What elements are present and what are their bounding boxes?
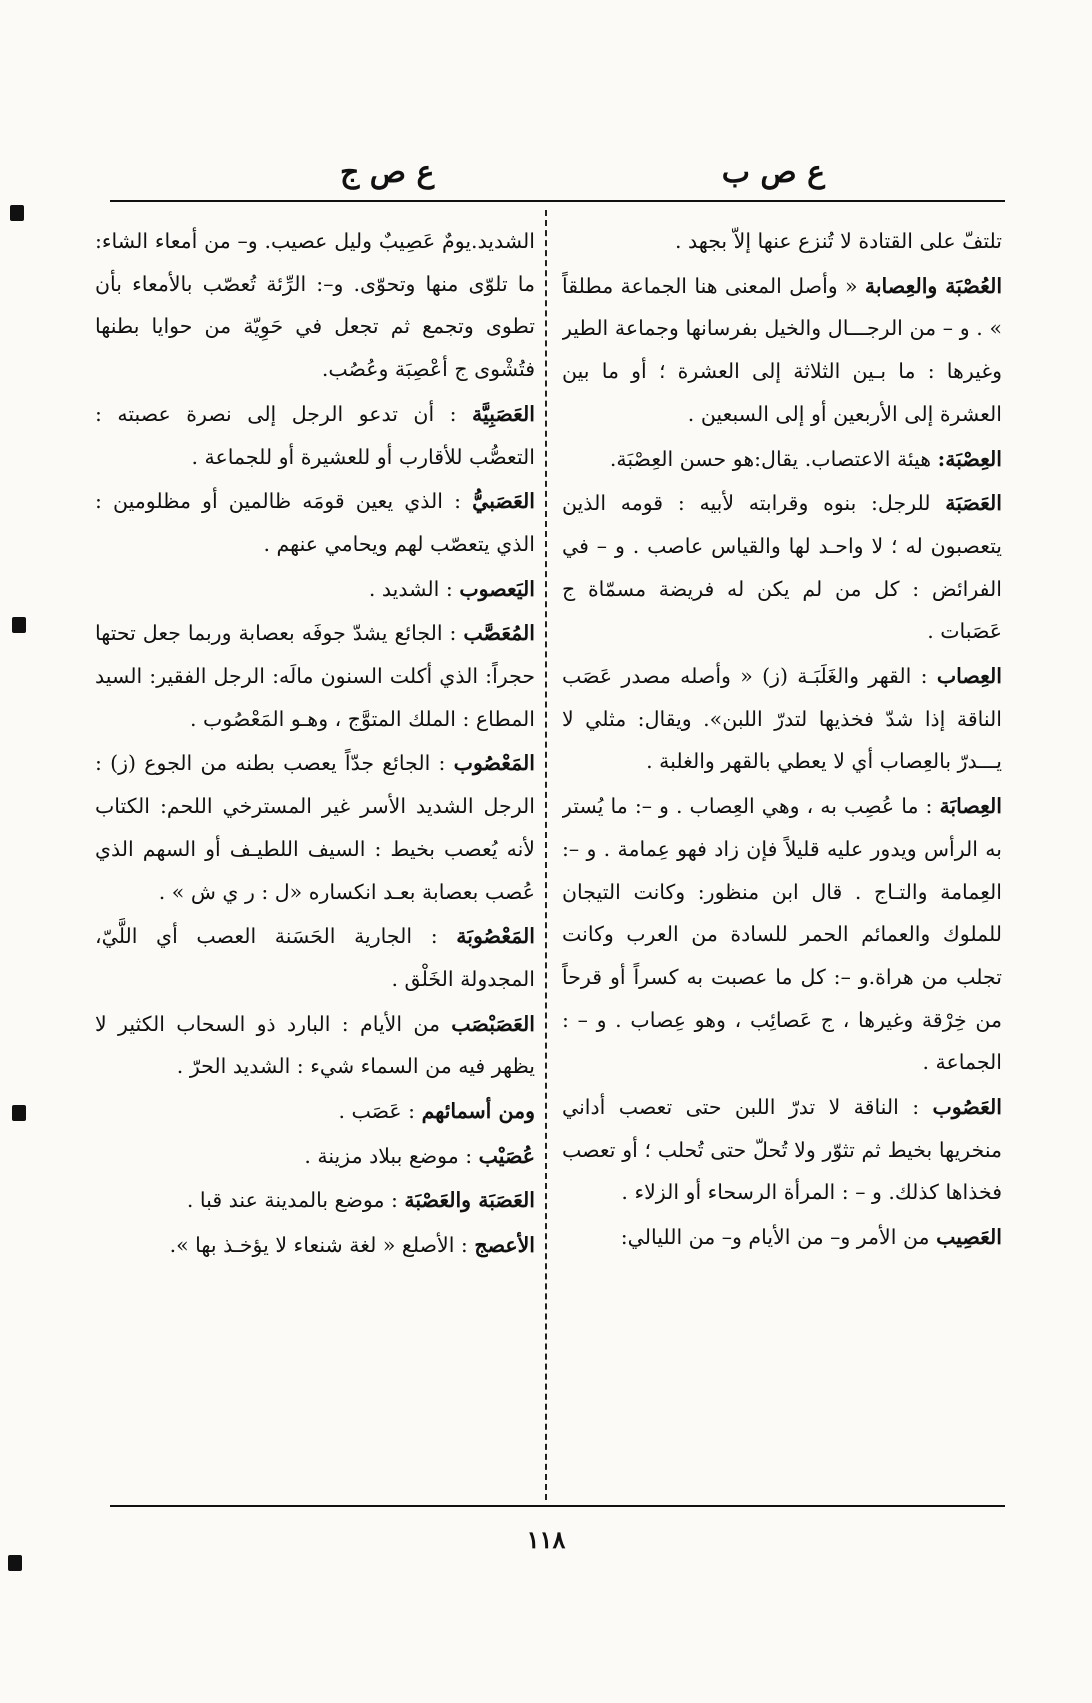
entry [95, 1224, 535, 1267]
entry [95, 742, 535, 913]
entry-headword: العِصْبَة: [937, 446, 1002, 471]
entry [562, 1216, 1002, 1259]
binding-mark [12, 617, 26, 633]
entry [95, 1090, 535, 1133]
entry [95, 1179, 535, 1222]
binding-mark [10, 205, 24, 221]
entry-text: من الأيام : البارد ذو السحاب الكثير لا يظهر فيه من السماء شيء : الشديد الحرّ . [95, 1011, 535, 1079]
entry-text: : موضع ببلاد مزينة . [304, 1143, 479, 1168]
header-rule [110, 200, 1005, 202]
entry-headword: الأعصج [474, 1233, 535, 1258]
entry-headword: ومن أسمائهم [421, 1099, 535, 1124]
binding-mark [12, 1105, 26, 1121]
entry-text: : الذي يعين قومَه ظالمين أو مظلومين : الذي يتعصّب لهم ويحامي عنهم . [95, 489, 535, 556]
entry [95, 393, 535, 478]
entry-text: : الشديد . [368, 576, 460, 601]
entry [562, 220, 1002, 263]
entry-text: : القهر والغَلَبَـة (ز) « وأصله مصدر عَصَب الناقة إذا شدّ فخذيها لتدرّ اللبن». ويقال: مثلي لا يـــدرّ بالعِصاب أي لا يعطي بالقهر والغلبة . [562, 664, 1002, 774]
entry-headword: المَعْصُوب [453, 751, 535, 776]
entry [562, 265, 1002, 436]
entry [562, 482, 1002, 653]
entry-headword: اليَعصوب [459, 576, 535, 601]
entry-text: : الناقة لا تدرّ اللبن حتى تعصب أداني منخريها بخيط ثم تثوّر ولا تُحلّ حتى تُحلب ؛ أو تعصب فخذاها كذلك. و – : المرأة الرسحاء أو الزلاء . [562, 1095, 1002, 1205]
entry-text: : الأصلع « لغة شنعاء لا يؤخـذ بها ». [169, 1233, 475, 1258]
entry-text: : ما عُصِب به ، وهي العِصاب . و –: ما يُستر به الرأس ويدور عليه قليلاً فإن زاد فهو عِمامة . و –: العِمامة والتـاج . قال ابن منظور: وكانت التيجان للملوك والعمائم الحمر للسادة من العرب وكانت تجلب من هراة.و –: كل ما عصبت به كسراً أو قرحاً من خِرْقة وغيرها ، ج عَصائِب ، وهو عِصاب . و – : الجماعة . [562, 794, 1002, 1075]
entry-text: : عَصَب . [338, 1099, 422, 1124]
entry-text: : الجائع جدّاً يعصب بطنه من الجوع (ز) : الرجل الشديد الأسر غير المسترخي اللحم: الكتاب لأنه يُعصب بخيط : السيف اللطيـف أو السهم الذي عُصب بعصابة بعـد انكساره «ل : ر ي ش » . [95, 751, 535, 904]
entry-headword: عُصَيْب [478, 1143, 535, 1168]
entry-text: هيئة الاعتصاب. يقال:هو حسن العِصْبَة. [609, 446, 938, 471]
column-divider [545, 210, 547, 1500]
entry-text: : الجارية الحَسَنة العصب أي اللَّيّ، المجدولة الخَلْق . [95, 924, 535, 991]
entry [95, 1135, 535, 1178]
right-column [562, 220, 1002, 1490]
entry-headword: العَصَبيُّ [472, 489, 535, 514]
binding-mark [8, 1555, 22, 1571]
entry-headword: المُعَصَّب [463, 621, 535, 646]
entry [562, 1086, 1002, 1214]
entry [95, 612, 535, 740]
entry-headword: العَصُوب [932, 1095, 1002, 1120]
entry-headword: العَصَبَة [945, 491, 1002, 516]
entry-headword: العِصابَة [939, 794, 1002, 819]
footer-rule [110, 1505, 1005, 1507]
page-header [110, 155, 1005, 215]
entry-text: من الأمر و– من الأيام و– من الليالي: [620, 1225, 937, 1250]
entry-headword: العَصَبِيَّة [472, 401, 535, 426]
entry [95, 480, 535, 565]
entry-text: : موضع بالمدينة عند قبا . [186, 1188, 405, 1213]
entry-text: تلتفّ على القتادة لا تُنزع عنها إلاّ بجهد . [674, 229, 1002, 253]
left-column [95, 220, 535, 1490]
entry-headword: المَعْصُوبَة [456, 924, 535, 949]
left-running-head: ع ص ج [340, 155, 435, 190]
entry-text: : أن تدعو الرجل إلى نصرة عصبته : التعصُّب للأقارب أو للعشيرة أو للجماعة . [95, 401, 535, 469]
entry [562, 438, 1002, 481]
entry-text: الشديد.يومٌ عَصِيبٌ وليل عصيب. و– من أمعاء الشاء: ما تلوّى منها وتحوّى. و–: الرِّئة تُعصّب بالأمعاء بأن تطوى وتجمع ثم تجعل في حَوِيّة من حوايا بطنها فتُشْوى ج أعْصِبَة وعُصُب. [95, 229, 535, 382]
entry [562, 655, 1002, 783]
entry [95, 1003, 535, 1088]
entry-text: للرجل: بنوه وقرابته لأبيه : قومه الذين يتعصبون له ؛ لا واحـد لها والقياس عاصب . و – في الفرائض : كل من لم يكن له فريضة مسمّاة ج عَصَبات . [562, 491, 1002, 644]
right-running-head: ع ص ب [721, 155, 825, 190]
entry [95, 915, 535, 1000]
entry-headword: العُصْبَة والعِصابة [864, 273, 1002, 298]
page-number: ١١٨ [526, 1525, 566, 1554]
entry-headword: العَصَبَة والعَصْبَة [404, 1188, 535, 1213]
entry-text: « وأصل المعنى هنا الجماعة مطلقاً » . و – من الرجـــال والخيل بفرسانها وجماعة الطير وغيرها : ما بـين الثلاثة إلى العشرة ؛ أو ما بين العشرة إلى الأربعين أو إلى السبعين . [562, 273, 1002, 426]
entry [95, 568, 535, 611]
entry [562, 785, 1002, 1084]
entry-headword: العَصَبْصَب [451, 1011, 535, 1036]
entry-headword: العِصاب [936, 664, 1002, 689]
entry-text: : الجائع يشدّ جوفَه بعصابة وربما جعل تحتها حجراً: الذي أكلت السنون مالَه: الرجل الفقير: السيد المطاع : الملك المتوَّج ، وهـو المَعْصُوب . [95, 621, 535, 731]
entry-headword: العَصِيب [936, 1225, 1002, 1250]
entry [95, 220, 535, 391]
